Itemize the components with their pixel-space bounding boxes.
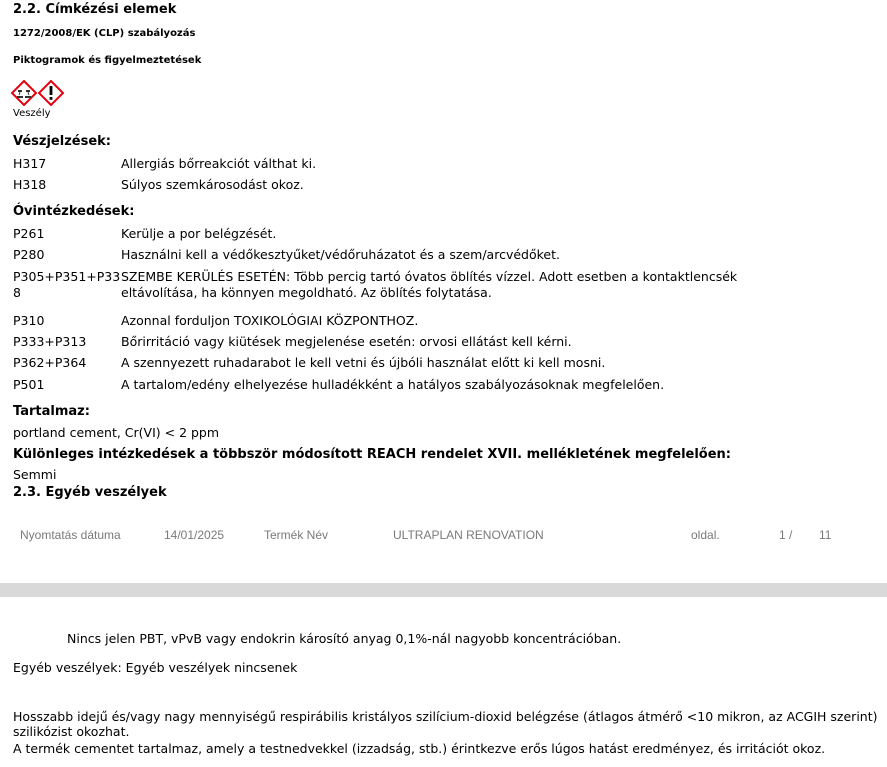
hazard-text: Súlyos szemkárosodást okoz. xyxy=(121,177,304,192)
precaution-text: Kerülje a por belégzését. xyxy=(121,226,277,241)
silica-text-line1: Hosszabb idejű és/vagy nagy mennyiségű respirábilis kristályos szilícium-dioxid belégzése (átlagos átmérő <10 mikron, az ACGIH szerint) xyxy=(13,709,878,724)
cement-text: A termék cementet tartalmaz, amely a testnedvekkel (izzadság, stb.) érintkezve erős lúgos hatást eredményez, és irritációt okoz. xyxy=(13,741,826,756)
precaution-code: P305+P351+P33 xyxy=(13,269,121,284)
precaution-text: Használni kell a védőkesztyűket/védőruházatot és a szem/arcvédőket. xyxy=(121,247,560,262)
print-date-label: Nyomtatás dátuma xyxy=(20,528,121,542)
precaution-code: P261 xyxy=(13,226,45,241)
product-name: ULTRAPLAN RENOVATION xyxy=(393,528,544,542)
reach-text: Semmi xyxy=(13,467,57,482)
page-label: oldal. xyxy=(691,528,720,542)
precaution-text: Azonnal forduljon TOXIKOLÓGIAI KÖZPONTHOZ. xyxy=(121,313,419,328)
page-separator xyxy=(0,583,887,597)
precaution-text: SZEMBE KERÜLÉS ESETÉN: Több percig tartó óvatos öblítés vízzel. Adott esetben a kontaktlencsék xyxy=(121,269,738,284)
precaution-text: A szennyezett ruhadarabot le kell vetni és újbóli használat előtt ki kell mosni. xyxy=(121,355,606,370)
pbt-text: Nincs jelen PBT, vPvB vagy endokrin károsító anyag 0,1%-nál nagyobb koncentrációban. xyxy=(67,631,622,646)
precaution-code: P501 xyxy=(13,377,45,392)
section-title-2-3: 2.3. Egyéb veszélyek xyxy=(13,485,167,500)
contains-heading: Tartalmaz: xyxy=(13,404,90,419)
print-date: 14/01/2025 xyxy=(164,528,225,542)
precaution-code: P362+P364 xyxy=(13,355,87,370)
precaution-code: P310 xyxy=(13,313,45,328)
hazard-code: H318 xyxy=(13,177,47,192)
section-title: 2.2. Címkézési elemek xyxy=(13,2,177,17)
precaution-text: Bőrirritáció vagy kiütések megjelenése esetén: orvosi ellátást kell kérni. xyxy=(121,334,572,349)
contains-text: portland cement, Cr(VI) < 2 ppm xyxy=(13,425,220,440)
regulation-label: 1272/2008/EK (CLP) szabályozás xyxy=(13,28,196,39)
precaution-heading: Óvintézkedések: xyxy=(13,204,135,219)
precaution-text: A tartalom/edény elhelyezése hulladékként a hatályos szabályozásoknak megfelelően. xyxy=(121,377,665,392)
pictograms-heading: Piktogramok és figyelmeztetések xyxy=(13,55,202,66)
precaution-code: 8 xyxy=(13,285,21,300)
reach-heading: Különleges intézkedések a többször módosított REACH rendelet XVII. mellékletének megfelelően: xyxy=(13,447,732,462)
silica-text-line2: szilikózist okozhat. xyxy=(13,724,130,739)
hazard-text: Allergiás bőrreakciót válthat ki. xyxy=(121,156,317,171)
signal-word: Veszély xyxy=(13,108,51,119)
precaution-code: P333+P313 xyxy=(13,334,87,349)
hazard-code: H317 xyxy=(13,156,47,171)
page-total: 11 xyxy=(819,528,832,542)
exclamation-icon xyxy=(38,80,64,106)
corrosion-icon xyxy=(11,80,37,106)
page-current: 1 / xyxy=(779,528,793,542)
other-hazards-text: Egyéb veszélyek: Egyéb veszélyek nincsenek xyxy=(13,660,298,675)
precaution-text: eltávolítása, ha könnyen megoldható. Az öblítés folytatása. xyxy=(121,285,492,300)
precaution-code: P280 xyxy=(13,247,45,262)
hazard-heading: Vészjelzések: xyxy=(13,134,111,149)
product-label: Termék Név xyxy=(264,528,329,542)
